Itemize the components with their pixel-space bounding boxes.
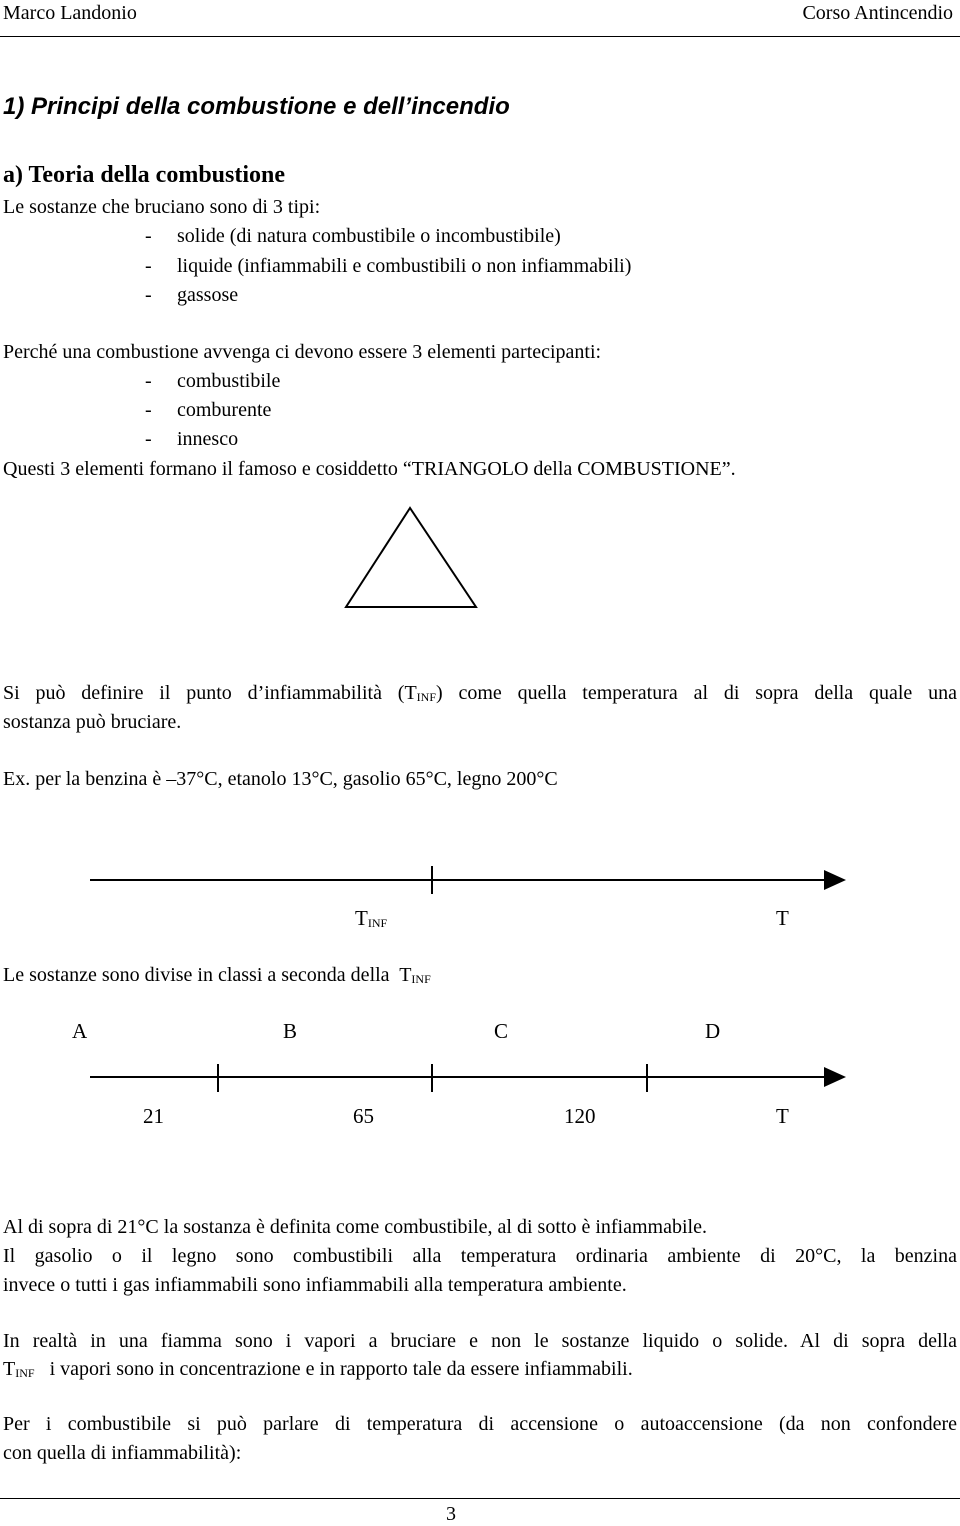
axis1-t-label: T [776,906,789,930]
tick-label-21: 21 [143,1104,164,1128]
section-title: 1) Principi della combustione e dell’incendio [3,93,510,120]
page-number: 3 [446,1503,456,1525]
class-label-d: D [705,1019,721,1043]
axis2-t-label: T [776,1104,789,1128]
axis-arrow-2 [824,1067,846,1087]
axis-arrow-1 [824,870,846,890]
class-label-a: A [72,1019,88,1043]
list-item: - gassose [145,284,239,306]
paragraph-4-line-2: con quella di infiammabilità): [3,1442,242,1464]
tick-label-120: 120 [564,1104,596,1128]
list-item: - liquide (infiammabili e combustibili o non infiammabili) [145,255,632,277]
list-item: - solide (di natura combustibile o incombustibile) [145,225,561,247]
paragraph-3-line-2: TINF i vapori sono in concentrazione e in rapporto tale da essere infiammabili. [3,1358,633,1380]
list-item: - combustibile [145,370,281,392]
intro-text: Le sostanze che bruciano sono di 3 tipi: [3,196,321,218]
triangle-sentence: Questi 3 elementi formano il famoso e cosiddetto “TRIANGOLO della COMBUSTIONE”. [3,458,736,480]
axis1-tinf-label: TINF [355,906,388,930]
subsection-title: a) Teoria della combustione [3,162,286,188]
paragraph-3-line-1: In realtà in una fiamma sono i vapori a bruciare e non le sostanze liquido o solide. Al di sopra della [3,1330,957,1352]
list-item: - comburente [145,399,272,421]
definition-line-2: sostanza può bruciare. [3,711,182,733]
example-text: Ex. per la benzina è –37°C, etanolo 13°C, gasolio 65°C, legno 200°C [3,768,558,790]
footer-rule [0,1498,960,1499]
tick-label-65: 65 [353,1104,374,1128]
class-label-c: C [494,1019,509,1043]
definition-line-1: Si può definire il punto d’infiammabilità (TINF) come quella temperatura al di sopra della quale una [3,682,957,704]
class-label-b: B [283,1019,298,1043]
list-item: - innesco [145,428,239,450]
paragraph-2-line-1: Il gasolio o il legno sono combustibili alla temperatura ordinaria ambiente di 20°C, la benzina [3,1245,957,1267]
header-author: Marco Landonio [3,2,137,24]
paragraph-1: Al di sopra di 21°C la sostanza è definita come combustibile, al di sotto è infiammabile. [3,1216,707,1238]
header-course-title: Corso Antincendio [802,2,953,24]
paragraph-4-line-1: Per i combustibile si può parlare di temperatura di accensione o autoaccensione (da non confondere [3,1413,957,1435]
combustion-triangle [346,508,476,607]
paragraph-2-line-2: invece o tutti i gas infiammabili sono infiammabili alla temperatura ambiente. [3,1274,627,1296]
elements-intro: Perché una combustione avvenga ci devono essere 3 elementi partecipanti: [3,341,602,363]
classes-sentence: Le sostanze sono divise in classi a seconda della TINF [3,964,431,986]
